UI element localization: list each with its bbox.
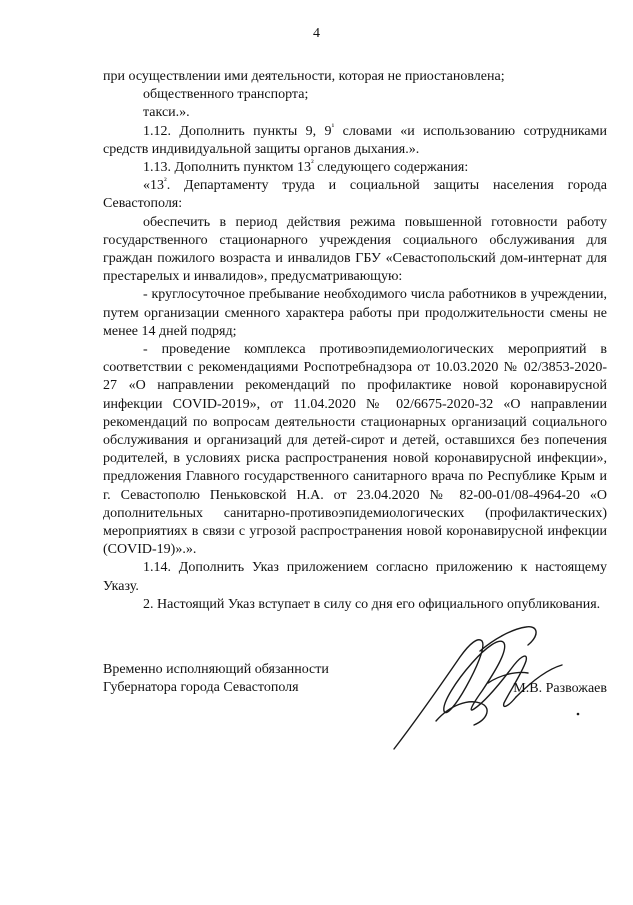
paragraph: обеспечить в период действия режима повышенной готовности работу государственного стационарного учреждения социального обслуживания для граждан пожилого возраста и инвалидов ГБУ «Севастопольский дом-интернат для престарелых и инвалидов», предусматривающую: [103,214,607,285]
paragraph: общественного транспорта; [143,87,309,103]
signer-title-line: Временно исполняющий обязанности [103,662,329,677]
signer-title-line: Губернатора города Севастополя [103,680,299,695]
signer-name: М.В. Развожаев [513,681,607,696]
document-body [103,68,607,614]
superscript: ¹ [331,120,335,131]
paragraph-text: следующего содержания: [313,160,469,176]
paragraph: 2. Настоящий Указ вступает в силу со дня его официального опубликования. [143,596,601,612]
paragraph-text: . Департаменту труда и социальной защиты населения города Севастополя: [103,178,607,212]
page-number: 4 [313,26,320,41]
paragraph: - проведение комплекса противоэпидемиологических мероприятий в соответствии с рекомендациями Роспотребнадзора от 10.03.2020 № 02/3853-2020-27 «О направлении рекомендаций по профилактике новой коронавирусной инфекции COVID-2019», от 11.04.2020 № 02/6675-2020-32 «О направлении рекомендаций по вопросам деятельности стационарных организаций социального обслуживания и организаций для детей-сирот и детей, оставшихся без попечения родителей, в условиях риска распространения новой коронавирусной инфекции», предложения Главного государственного санитарного врача по Республике Крым и г. Севастополю Пеньковской Н.А. от 23.04.2020 № 82-00-01/08-4964-20 «О дополнительных санитарно-противоэпидемиологических (профилактических) мероприятиях в связи с угрозой распространения новой коронавирусной инфекции (COVID-19)».». [103,342,607,558]
paragraph-text: 1.12. Дополнить пункты 9, 9 [143,123,332,139]
paragraph: - круглосуточное пребывание необходимого числа работников в учреждении, путем организации сменного характера работы при продолжительности смены не менее 14 дней подряд; [103,287,607,339]
superscript: ² [310,157,314,168]
paragraph: при осуществлении ими деятельности, которая не приостановлена; [103,69,505,84]
signer-title [103,661,383,697]
paragraph-text: 1.13. Дополнить пунктом 13 [143,160,311,176]
paragraph: такси.». [143,105,190,121]
paragraph [103,159,607,177]
paragraph: 1.14. Дополнить Указ приложением согласно приложению к настоящему Указу. [103,560,607,594]
superscript: ² [164,175,167,186]
paragraph-text: «13 [143,178,164,194]
signature-block [103,658,607,748]
paragraph-text: словами «и использованию сотрудниками средств индивидуальной защиты органов дыхания.». [103,123,607,157]
paragraph [103,120,607,159]
paragraph [103,177,607,213]
